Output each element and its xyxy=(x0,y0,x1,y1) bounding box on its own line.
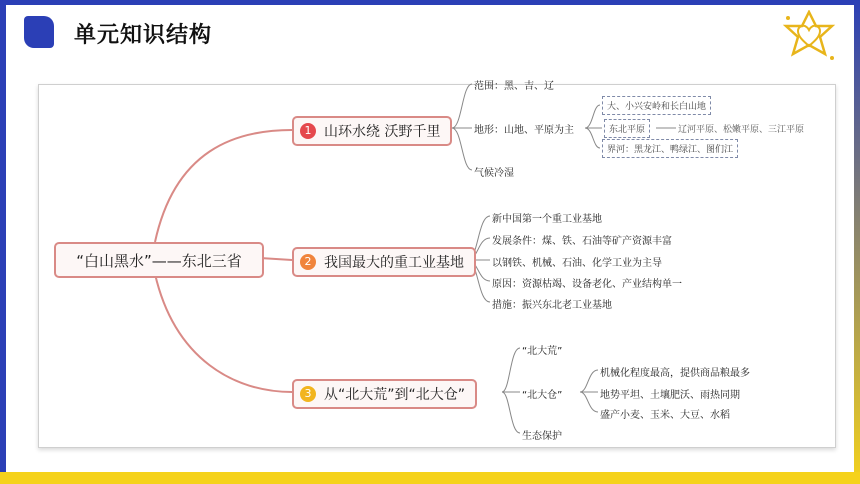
b3-granary: “北大仓” xyxy=(522,390,563,401)
b2-item-3: 以钢铁、机械、石油、化学工业为主导 xyxy=(492,258,662,269)
granary-detail-3: 盛产小麦、玉米、大豆、水稻 xyxy=(600,410,730,421)
b1-climate: 气候冷湿 xyxy=(474,168,514,179)
branch-1-node xyxy=(292,116,452,146)
b2-item-4: 原因：资源枯竭、设备老化、产业结构单一 xyxy=(492,279,682,290)
number-3-badge: 3 xyxy=(300,386,316,402)
terrain-plain-parts: 辽河平原、松嫩平原、三江平原 xyxy=(678,125,805,135)
page-title: 单元知识结构 xyxy=(74,23,213,48)
b3-wasteland: “北大荒” xyxy=(522,346,563,357)
b2-item-2: 发展条件：煤、铁、石油等矿产资源丰富 xyxy=(492,236,672,247)
b3-eco: 生态保护 xyxy=(522,431,562,442)
b1-range: 范围：黑、吉、辽 xyxy=(474,81,554,92)
terrain-mountains-box: 大、小兴安岭和长白山地 xyxy=(602,96,711,115)
branch-3-label: 从“北大荒”到“北大仓” xyxy=(324,387,466,403)
b1-terrain: 地形：山地、平原为主 xyxy=(474,125,574,136)
terrain-plain-box: 东北平原 xyxy=(604,119,650,138)
granary-detail-1: 机械化程度最高，提供商品粮最多 xyxy=(600,368,750,379)
branch-2-label: 我国最大的重工业基地 xyxy=(324,255,464,271)
branch-3-node xyxy=(292,379,477,409)
b2-item-1: 新中国第一个重工业基地 xyxy=(492,214,602,225)
number-2-badge: 2 xyxy=(300,254,316,270)
branch-2-node xyxy=(292,247,476,277)
b2-item-5: 措施：振兴东北老工业基地 xyxy=(492,300,612,311)
number-1-badge: 1 xyxy=(300,123,316,139)
root-node: “白山黑水”——东北三省 xyxy=(54,242,264,278)
branch-1-label: 山环水绕 沃野千里 xyxy=(324,124,441,140)
granary-detail-2: 地势平坦、土壤肥沃、雨热同期 xyxy=(600,390,740,401)
terrain-rivers-box: 界河：黑龙江、鸭绿江、图们江 xyxy=(602,139,738,158)
